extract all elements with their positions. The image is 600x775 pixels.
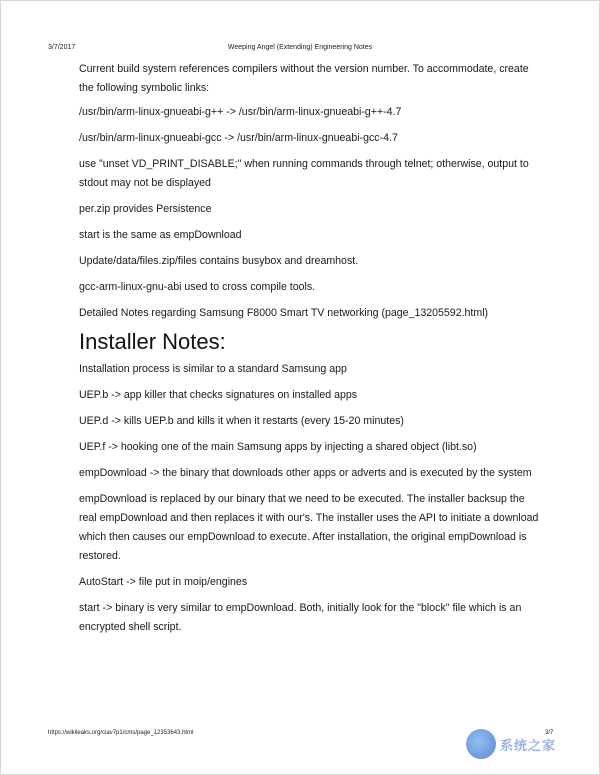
paragraph-uep-d: UEP.d -> kills UEP.b and kills it when it restarts (every 15-20 minutes) <box>79 415 404 427</box>
paragraph-start-binary: start -> binary is very similar to empDownload. Both, initially look for the "block" file which is an encrypted shell script. <box>79 602 522 633</box>
header-date: 3/7/2017 <box>48 44 76 51</box>
header-title: Weeping Angel (Extending) Engineering Notes <box>227 44 373 51</box>
paragraph-autostart: AutoStart -> file put in moip/engines <box>79 576 248 588</box>
watermark-text: 系统之家 <box>500 737 557 753</box>
paragraph-unset-print: use "unset VD_PRINT_DISABLE;" when running commands through telnet; otherwise, output to stdout may not be displayed <box>79 158 529 189</box>
footer-page-number: 3/7 <box>545 730 554 736</box>
paragraph-installation-process: Installation process is similar to a standard Samsung app <box>79 363 347 375</box>
paragraph-uep-b: UEP.b -> app killer that checks signatures on installed apps <box>79 389 358 401</box>
paragraph-uep-f: UEP.f -> hooking one of the main Samsung apps by injecting a shared object (libt.so) <box>79 441 477 453</box>
paragraph-symlink-gpp: /usr/bin/arm-linux-gnueabi-g++ -> /usr/bin/arm-linux-gnueabi-g++-4.7 <box>79 106 402 118</box>
paragraph-update-files: Update/data/files.zip/files contains busybox and dreamhost. <box>79 255 359 267</box>
section-heading-installer-notes: Installer Notes: <box>79 329 226 354</box>
paragraph-cross-compile: gcc-arm-linux-gnu-abi used to cross compile tools. <box>79 281 316 293</box>
footer-url: https://wikileaks.org/ciav7p1/cms/page_12353643.html <box>48 730 194 736</box>
document-body <box>79 60 539 644</box>
paragraph-start: start is the same as empDownload <box>79 229 242 241</box>
watermark <box>466 724 596 764</box>
paragraph-symlink-gcc: /usr/bin/arm-linux-gnueabi-gcc -> /usr/bin/arm-linux-gnueabi-gcc-4.7 <box>79 132 398 144</box>
paragraph-build-system: Current build system references compilers without the version number. To accommodate, create the following symbolic links: <box>79 63 529 94</box>
watermark-logo-icon <box>466 729 496 759</box>
paragraph-empdownload-replaced: empDownload is replaced by our binary that we need to be executed. The installer backsup the real empDownload and then replaces it with our's. The installer uses the API to initiate a download which then causes our empDownload to execute. After installation, the original empDownload is restored. <box>79 493 539 562</box>
paragraph-persistence: per.zip provides Persistence <box>79 203 212 215</box>
paragraph-empdownload: empDownload -> the binary that downloads other apps or adverts and is executed by the system <box>79 467 532 479</box>
paragraph-detailed-notes: Detailed Notes regarding Samsung F8000 Smart TV networking (page_13205592.html) <box>79 307 489 319</box>
